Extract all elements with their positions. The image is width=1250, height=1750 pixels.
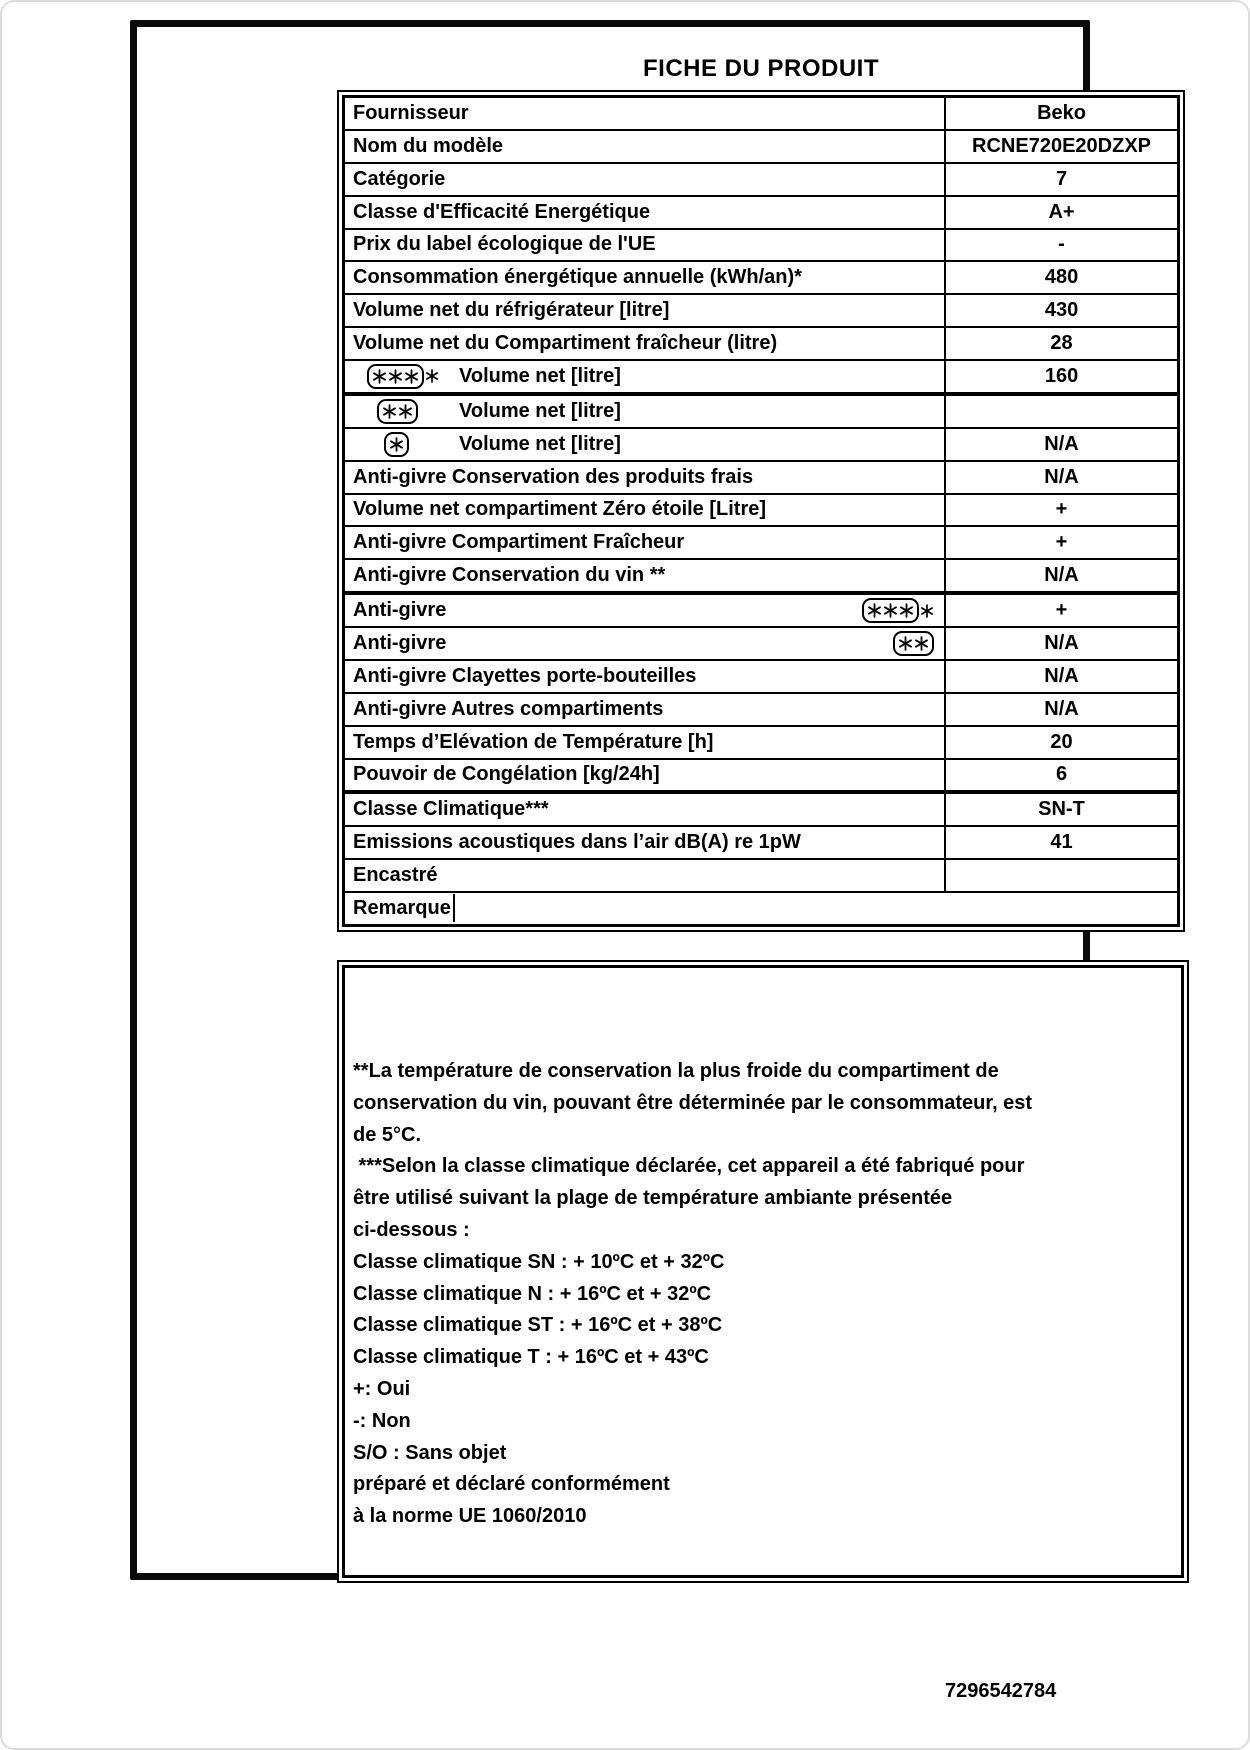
star-box — [893, 631, 934, 656]
table-row — [345, 495, 1177, 528]
row-value: + — [944, 595, 1177, 626]
row-value: 28 — [944, 328, 1177, 359]
row-value: N/A — [944, 694, 1177, 725]
row-label: Fournisseur — [353, 101, 469, 124]
two-star-rating-icon — [377, 399, 418, 424]
note-line: ci-dessous : — [353, 1218, 470, 1241]
star-icon — [914, 636, 929, 651]
star-icon — [382, 404, 397, 419]
note-line: de 5°C. — [353, 1123, 422, 1146]
row-value: + — [944, 495, 1177, 526]
star-rating-slot — [367, 432, 459, 457]
note-line: être utilisé suivant la plage de température ambiante présentée — [353, 1187, 953, 1210]
row-value: RCNE720E20DZXP — [944, 131, 1177, 162]
star-box — [384, 432, 409, 457]
table-row — [345, 595, 1177, 628]
row-value: N/A — [944, 628, 1177, 659]
one-star-rating-icon — [384, 432, 409, 457]
note-line: conservation du vin, pouvant être déterminée par le consommateur, est — [353, 1091, 1033, 1114]
row-label-cell — [345, 396, 944, 427]
table-row — [345, 560, 1177, 595]
star-box — [377, 399, 418, 424]
table-row — [345, 230, 1177, 263]
row-value: 7 — [944, 164, 1177, 195]
row-label: Anti-givre Conservation des produits frais — [353, 465, 754, 488]
row-label-cell — [345, 295, 944, 326]
product-table — [337, 90, 1185, 932]
row-label: Anti-givre — [353, 599, 447, 622]
row-label: Classe d'Efficacité Energétique — [353, 200, 651, 223]
page-title: FICHE DU PRODUIT — [643, 55, 879, 82]
note-line: **La température de conservation la plus froide du compartiment de — [353, 1060, 999, 1082]
text-cursor — [453, 894, 456, 922]
row-label: Anti-givre Conservation du vin ** — [353, 564, 666, 587]
row-label: Temps d’Elévation de Température [h] — [353, 730, 714, 753]
note-line: -: Non — [353, 1409, 411, 1432]
table-row — [345, 727, 1177, 760]
note-line: Classe climatique SN : + 10ºC et + 32ºC — [353, 1250, 725, 1273]
star-icon — [920, 604, 934, 618]
table-row — [345, 628, 1177, 661]
row-value: 480 — [944, 262, 1177, 293]
row-value — [944, 860, 1177, 891]
table-row — [345, 760, 1177, 795]
table-row — [345, 462, 1177, 495]
row-value: 20 — [944, 727, 1177, 758]
row-label: Volume net [litre] — [459, 432, 621, 455]
row-value: 430 — [944, 295, 1177, 326]
four-star-rating-icon — [367, 364, 439, 389]
row-value: A+ — [944, 197, 1177, 228]
row-label: Pouvoir de Congélation [kg/24h] — [353, 763, 660, 786]
row-label-cell — [345, 462, 944, 493]
table-row — [345, 197, 1177, 230]
row-value: N/A — [944, 560, 1177, 591]
row-label: Remarque — [353, 896, 451, 919]
table-row — [345, 164, 1177, 197]
row-label: Anti-givre — [353, 631, 447, 654]
table-row — [345, 893, 1177, 924]
star-icon — [404, 369, 419, 384]
row-label-cell — [345, 429, 944, 460]
row-label-cell — [345, 694, 944, 725]
row-value: + — [944, 527, 1177, 558]
note-line: ***Selon la classe climatique déclarée, cet appareil a été fabriqué pour — [353, 1155, 1025, 1178]
row-label-cell — [345, 98, 944, 129]
row-value: N/A — [944, 661, 1177, 692]
row-value: 6 — [944, 760, 1177, 791]
star-icon — [388, 369, 403, 384]
table-row — [345, 429, 1177, 462]
table-row — [345, 396, 1177, 429]
row-label-cell — [345, 328, 944, 359]
notes-box — [337, 960, 1189, 1583]
row-label: Anti-givre Autres compartiments — [353, 697, 664, 720]
star-rating-slot — [367, 399, 459, 424]
row-label-cell — [345, 197, 944, 228]
row-label: Volume net du réfrigérateur [litre] — [353, 299, 670, 322]
table-row — [345, 527, 1177, 560]
row-label-cell — [345, 727, 944, 758]
row-label: Emissions acoustiques dans l’air dB(A) re 1pW — [353, 831, 801, 854]
row-value: 41 — [944, 827, 1177, 858]
table-row — [345, 131, 1177, 164]
row-label-cell — [345, 527, 944, 558]
row-label: Nom du modèle — [353, 134, 504, 157]
row-label-cell — [345, 661, 944, 692]
note-line: S/O : Sans objet — [353, 1441, 507, 1464]
note-line: Classe climatique T : + 16ºC et + 43ºC — [353, 1346, 709, 1369]
row-label-cell — [345, 230, 944, 261]
star-box — [862, 598, 919, 623]
row-label: Encastré — [353, 864, 438, 887]
row-label-cell — [345, 560, 944, 591]
row-value: N/A — [944, 429, 1177, 460]
row-label-cell — [345, 760, 944, 791]
star-box — [367, 364, 424, 389]
table-row — [345, 860, 1177, 893]
row-value: N/A — [944, 462, 1177, 493]
row-label-cell — [345, 495, 944, 526]
table-row — [345, 328, 1177, 361]
table-row — [345, 361, 1177, 396]
star-icon — [398, 404, 413, 419]
row-value: SN-T — [944, 794, 1177, 825]
star-icon — [389, 437, 404, 452]
page-frame — [130, 20, 1151, 1580]
row-value — [944, 396, 1177, 427]
row-value: 160 — [944, 361, 1177, 392]
note-line: Classe climatique N : + 16ºC et + 32ºC — [353, 1282, 712, 1305]
row-label: Anti-givre Clayettes porte-bouteilles — [353, 664, 697, 687]
row-label-cell — [345, 164, 944, 195]
row-label-cell — [345, 131, 944, 162]
table-row — [345, 794, 1177, 827]
star-icon — [898, 636, 913, 651]
star-icon — [883, 603, 898, 618]
table-row — [345, 827, 1177, 860]
row-label: Anti-givre Compartiment Fraîcheur — [353, 531, 685, 554]
note-line: +: Oui — [353, 1377, 411, 1400]
note-line: préparé et déclaré conformément — [353, 1473, 670, 1496]
row-label-cell — [345, 860, 944, 891]
row-value: Beko — [944, 98, 1177, 129]
table-row — [345, 295, 1177, 328]
row-label: Volume net [litre] — [459, 364, 621, 387]
row-label: Volume net compartiment Zéro étoile [Litre] — [353, 498, 767, 521]
row-label: Classe Climatique*** — [353, 798, 549, 821]
star-icon — [899, 603, 914, 618]
note-line: Classe climatique ST : + 16ºC et + 38ºC — [353, 1314, 723, 1337]
table-row — [345, 661, 1177, 694]
table-row — [345, 262, 1177, 295]
table-row — [345, 98, 1177, 131]
row-label-cell — [345, 628, 944, 659]
row-label-cell[interactable] — [345, 893, 1177, 924]
note-line: à la norme UE 1060/2010 — [353, 1505, 587, 1528]
row-label-cell — [345, 827, 944, 858]
row-label: Volume net du Compartiment fraîcheur (litre) — [353, 332, 778, 355]
row-label: Prix du label écologique de l'UE — [353, 233, 656, 256]
row-value: - — [944, 230, 1177, 261]
star-icon — [867, 603, 882, 618]
row-label: Catégorie — [353, 167, 446, 190]
notes-text — [342, 965, 1184, 1578]
product-table-rows — [342, 95, 1180, 927]
row-label-cell — [345, 262, 944, 293]
star-icon — [372, 369, 387, 384]
two-star-rating-icon — [893, 631, 934, 656]
row-label: Consommation énergétique annuelle (kWh/an)* — [353, 266, 802, 289]
table-row — [345, 694, 1177, 727]
star-rating-slot — [367, 364, 459, 389]
document-code: 7296542784 — [945, 1680, 1057, 1702]
row-label-cell — [345, 595, 944, 626]
four-star-rating-icon — [862, 598, 934, 623]
row-label: Volume net [litre] — [459, 399, 621, 422]
row-label-cell — [345, 794, 944, 825]
star-icon — [425, 369, 439, 383]
row-label-cell — [345, 361, 944, 392]
